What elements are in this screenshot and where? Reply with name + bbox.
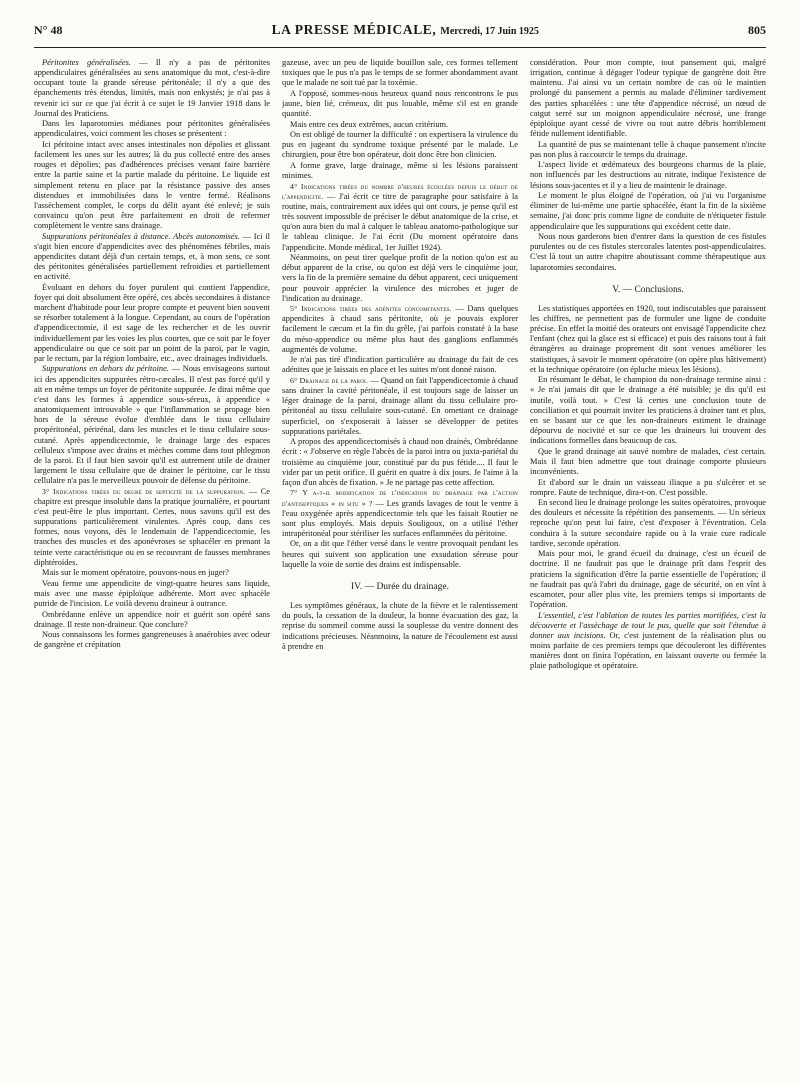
paragraph bbox=[530, 232, 766, 273]
paragraph bbox=[530, 58, 766, 139]
paragraph-text: — Ici il s'agit bien encore d'appendicites avec des phénomènes fébriles, mais appendicites datant déjà d'un certain temps, et, à mon sens, ce sont des péritonites généralisées partiellement refroidies et partiellement en activité. bbox=[34, 231, 270, 282]
paragraph bbox=[282, 253, 518, 304]
subsection-title: 6° Drainage de la paroi. bbox=[290, 375, 369, 385]
paragraph bbox=[34, 568, 270, 578]
paragraph-lead: Suppurations en dehors du péritoine. bbox=[42, 364, 169, 374]
paragraph bbox=[530, 611, 766, 672]
paragraph bbox=[282, 130, 518, 160]
paragraph-text: Et d'abord sur le drain un vaisseau iliaque a pu s'ulcérer et se rompre. Faute de technique, dira-t-on. C'est possible. bbox=[530, 477, 766, 497]
paragraph-text: — Quand on fait l'appendicectomie à chaud sans drainer la cavité péritonéale, il est toujours sage de laisser un léger drainage de la paroi, drainage allant du tissu cellulaire pro-péritonéal au tissu cellulaire sous-cutané. En omettant ce drainage superficiel, on s'exposerait à laisser se développer de petites suppurations pariétales. bbox=[282, 375, 518, 436]
paragraph bbox=[282, 182, 518, 253]
subsection-title: 4° Indications tirées du nombre d'heures écoulées depuis le début de l'appendicite. bbox=[282, 181, 518, 201]
paragraph-text: A propos des appendicectomisés à chaud non drainés, Ombrédanne écrit : « J'observe en règle l'abcès de la paroi intra ou juxta-pariétal du troisième au cinquième jour, constitué par du pus fétide.... Il faut le vider par un petit orifice. Il guérit en quatre à dix jours. Je l'aime à la façon d'un abcès de fixation. » Je ne partage pas cette affection. bbox=[282, 437, 518, 487]
issue-date: Mercredi, 17 Juin 1925 bbox=[440, 26, 539, 37]
paragraph-lead: Suppurations péritonéales à distance. Abcès autonomisés. bbox=[42, 231, 240, 241]
paragraph bbox=[34, 232, 270, 283]
paragraph bbox=[282, 376, 518, 437]
paragraph bbox=[282, 120, 518, 130]
paragraph-text: Néanmoins, on peut tirer quelque profit de la notion qu'on est au début apparent de la crise, ou qu'on est déjà vers le cinquième jour, vers la fin de la première semaine du début apparent, ceci uniquement pour pouvoir apprécier la virulence des microbes et juger de l'indication au drainage. bbox=[282, 253, 518, 303]
subsection-title: 7° Y a-t-il modification de l'indication du drainage par l'action d'antiseptiques « in situ » ? bbox=[282, 488, 518, 508]
paragraph-text: Je n'ai pas tiré d'indication particulière au drainage du fait de ces adénites que je laissais en place et les suites m'ont donné raison. bbox=[282, 355, 518, 375]
paragraph bbox=[282, 58, 518, 88]
paragraph-text: Mais pour moi, le grand écueil du drainage, c'est un écueil de doctrine. Il ne faudrait pas que le drainage prît dans l'esprit des praticiens la signification d'être la partie essentielle de l'opération; il ne faudrait pas qu'à l'abri du drainage, gage de sécurité, on en vînt à escamoter, pour aller plus vite, les premiers temps si importants de l'opération. bbox=[530, 549, 766, 610]
journal-title: LA PRESSE MÉDICALE, bbox=[271, 22, 437, 37]
paragraph-text: Ici péritoine intact avec anses intestinales non dépolies et glissant facilement les unes sur les autres; là du pus collecté entre des anses rouges et dépolies; pas d'adhérences précises venant faire barrière entre la partie saine et la partie malade du péritoine. Le liquide est simplement retenu en place par la résistance passive des anses distendues et immobilisées dans le ventre fermé. Réalisons l'assèchement complet, le corps du délit ayant été enlevé; je suis convaincu qu'on peut être parfaitement en droit de refermer complètement le ventre sans drainage. bbox=[34, 139, 270, 231]
article-columns bbox=[34, 58, 766, 1070]
paragraph-text: On est obligé de tourner la difficulté : on expertisera la virulence du pus en jugeant du syndrome toxique présenté par le malade. Le chirurgien, pour être bon opérateur, doit donc être bon clinicien. bbox=[282, 130, 518, 160]
section-heading: V. — Conclusions. bbox=[612, 284, 684, 295]
subsection-title: 5° Indications tirées des adénites concomitantes. bbox=[290, 304, 452, 314]
paragraph-lead: Péritonites généralisées. bbox=[42, 58, 131, 67]
paragraph bbox=[282, 304, 518, 355]
paragraph-text: — Ce chapitre est presque insoluble dans la pratique journalière, et pourtant c'est peut-être le plus important. Certes, nous savons qu'il est des suppurations particulièrement virulentes. Après coup, dans ces formes, nous voyons, dès le lendemain de l'appendicectomie, les tranches des muscles et des aponévroses se sphacéler en prenant la teinte verte caractéristique ou en se recouvrant de fausses membranes diphtéroïdes. bbox=[34, 486, 270, 567]
column-1 bbox=[34, 58, 270, 1070]
page-header bbox=[34, 22, 766, 48]
section-heading: IV. — Durée du drainage. bbox=[351, 581, 449, 592]
paragraph-text: — Les grands lavages de tout le ventre à l'eau oxygénée après appendicectomie tels que les faisait Routier ne sont plus employés. Mais depuis Souligoux, on a utilisé l'éther intrapéritonéal pour stériliser les surfaces enflammées du péritoine. bbox=[282, 498, 518, 538]
paragraph-text: Veau ferme une appendicite de vingt-quatre heures sans liquide, mais avec une masse épiploïque adhérente. Mort avec sphacèle putride de l'incision. Le voilà devenu draineur à outrance. bbox=[34, 578, 270, 609]
paragraph bbox=[34, 630, 270, 650]
paragraph-text: Le moment le plus éloigné de l'opération, où j'ai vu l'organisme éliminer de lui-même une partie sphacélée, étant la fin de la sixième semaine, j'ai donc pris comme ligne de conduite de n'étiqueter fistule appendiculaire que les suppurations qui excédent cette date. bbox=[530, 191, 766, 231]
paragraph bbox=[530, 140, 766, 160]
paragraph bbox=[530, 375, 766, 446]
paragraph bbox=[282, 601, 518, 652]
paragraph bbox=[34, 140, 270, 231]
paragraph-text: Nous nous garderons bien d'entrer dans la question de ces fistules purulentes ou de ces fistules stercorales latentes post-appendiculaires. C'est là tout un autre chapitre aboutissant comme thérapeutique aux laparotomies secondaires. bbox=[530, 232, 766, 272]
paragraph-text: Mais entre ces deux extrêmes, aucun critérium. bbox=[290, 119, 449, 129]
paragraph-text: En second lieu le drainage prolonge les suites opératoires, provoque des douleurs et nécessite la répétition des pansements. — Un sérieux reproche qu'on peut lui faire, c'est d'exposer à l'éventration. Cela conduira à la suture secondaire rapide ou à la vraie cure radicale tardive, seconde opération. bbox=[530, 498, 766, 548]
paragraph bbox=[282, 355, 518, 375]
subsection-title: 3° Indications tirées du degré de septicité de la suppuration. bbox=[42, 486, 246, 496]
paragraph bbox=[34, 610, 270, 630]
issue-number: N° 48 bbox=[34, 23, 63, 37]
paragraph bbox=[282, 488, 518, 539]
paragraph-text: gazeuse, avec un peu de liquide bouillon sale, ces formes tellement toxiques que le pus n'a pas le temps de se former abondamment avant que le malade ne soit tué par la toxémie. bbox=[282, 58, 518, 88]
paragraph bbox=[34, 58, 270, 119]
paragraph bbox=[530, 498, 766, 549]
paragraph-text: Nous connaissons les formes gangreneuses à anaérobies avec odeur de gangrène et crépitation bbox=[34, 630, 270, 650]
paragraph-text: Les statistiques apportées en 1920, tout indiscutables que paraissent les chiffres, ne permettent pas de formuler une ligne de conduite précise. En effet la moitié des orateurs ont envisagé l'appendicite chez l'enfant (chez qui la glace est si efficace) et puis des raisons tout à fait étrangères au drainage proprement dit sont venues améliorer les statistiques, à savoir le moment opératoire (on opère plus hâtivement) et la technique opératoire (on épluche mieux les lésions). bbox=[530, 303, 766, 374]
paragraph-text: A l'opposé, sommes-nous heureux quand nous rencontrons le pus jaune, bien lié, crémeux, dit pus louable, même s'il est en grande quantité. bbox=[282, 88, 518, 119]
paragraph bbox=[282, 89, 518, 119]
paragraph bbox=[34, 119, 270, 139]
journal-title-line bbox=[272, 22, 539, 38]
paragraph bbox=[34, 364, 270, 486]
paragraph bbox=[530, 478, 766, 498]
paragraph bbox=[34, 579, 270, 609]
paragraph bbox=[530, 447, 766, 477]
paragraph bbox=[282, 161, 518, 181]
paragraph bbox=[282, 539, 518, 569]
paragraph-text: L'aspect livide et œdémateux des bourgeons charnus de la plaie, non influencés par les destructions au nitrate, indique l'existence de lésions sous-jacentes et il y a lieu de maintenir le drainage. bbox=[530, 160, 766, 190]
emphasis-text: L'essentiel, c'est l'ablation de toutes les parties mortifiées, c'est la découverte et l'assèchage de tout le pus, quelle que soit l'étendue à donner aux incisions. bbox=[530, 610, 766, 640]
paragraph bbox=[530, 549, 766, 610]
paragraph bbox=[530, 160, 766, 190]
paragraph-text: Que le grand drainage ait sauvé nombre de malades, c'est certain. Mais il faut bien admettre que tout drainage comporte plusieurs inconvénients. bbox=[530, 446, 766, 476]
paragraph-text: A forme grave, large drainage, même si les lésions paraissent minimes. bbox=[282, 160, 518, 181]
paragraph-text: considération. Pour mon compte, tout pansement qui, malgré irrigation, continue à dégager l'odeur typique de gangrène doit être maintenu. J'ai ainsi vu un certain nombre de cas où le maintien prolongé du pansement a permis au malade d'éliminer tardivement des parties sphacélées : une tête d'appendice nécrosé, un nœud de catgut serré sur un moignon appendiculaire nécrosé, une frange épiploïque ayant cessé de vivre ou tout autre débris horriblement fétide nullement identifiable. bbox=[530, 58, 766, 139]
paragraph-text: — Nous envisageons surtout ici des appendicites suppurées rétro-cæcales. Il n'est pas forcé qu'il y ait en même temps un foyer de péritonite suppurée. Je dirai même que c'est dans les formes à appendice sous-séreux, à appendice « anatomiquement introuvable » que l'inflammation se propage bien hors de la séreuse évolue d'emblée dans le tissu cellulaire propéritonéal, périrénal, dans les muscles et le tissu cellulaire sous-cutané. Après appendicectomie, le drainage large des espaces celluleux s'impose avec drains et mèches comme dans tout phlegmon de la paroi. Et il faut bien savoir qu'il est autrement utile de drainer largement le tissu cellulaire que de drainer le péritoine, car le tissu cellulaire n'a pas le merveilleux pouvoir de défense du péritoine. bbox=[34, 364, 270, 486]
paragraph-text: Dans les laparotomies médianes pour péritonites généralisées appendiculaires, voici comment les choses se présentent : bbox=[34, 119, 270, 139]
paragraph-text: Les symptômes généraux, la chute de la fièvre et le ralentissement du pouls, la cessation de la douleur, la bonne évacuation des gaz, la reprise du sommeil comme aussi la souplesse du ventre donnent des indications précieuses. Néanmoins, la nature de l'écoulement est aussi à prendre en bbox=[282, 601, 518, 651]
paragraph-text: La quantité de pus se maintenant telle à chaque pansement n'incite pas non plus à raccourcir le temps du drainage. bbox=[530, 139, 766, 159]
paragraph-text: — Dans quelques appendicites à chaud sans péritonite, où je pouvais explorer facilement le cæcum et la fin du grêle, j'ai parfois constaté à la base du méso-appendice ou même plus haut des ganglions enflammés augmentés de volume. bbox=[282, 304, 518, 354]
paragraph-text: Évoluant en dehors du foyer purulent qui contient l'appendice, foyer qui doit absolument être opéré, ces abcès secondaires à distance marchent d'habitude pour leur propre compte et peuvent bien souvent se résorber totalement à la longue. Cependant, au cours de l'opération d'appendicectomie, il est sage de les rechercher et de les ouvrir individuellement par les voies les plus courtes, que ce soit par le foyer appendiculaire ou que ce soit par un point de la paroi, par le vagin, par le rectum, par la région lombaire, etc., avec drainages individuels. bbox=[34, 282, 270, 363]
paragraph bbox=[34, 283, 270, 364]
paragraph-text: Ombrédanne enlève un appendice noir et guérit son opéré sans drainage. Il reste non-draineur. Que conclure? bbox=[34, 609, 270, 629]
paragraph-text: Or, on a dit que l'éther versé dans le ventre provoquait pendant les heures qui suivent son application une exsudation séreuse pour laquelle la voie de sortie des drains est indispensable. bbox=[282, 539, 518, 569]
paragraph-text: Mais sur le moment opératoire, pouvons-nous en juger? bbox=[42, 568, 229, 578]
paragraph bbox=[530, 304, 766, 375]
paragraph-text: — Il n'y a pas de péritonites appendiculaires généralisées au sens anatomique du mot, c'est-à-dire occupant toute la grande séreuse péritonéale; il n'y a que des épanchements très étendus, limités, mais non enkystés; je n'ai pas à revenir ici sur ce que j'ai écrit à ce sujet le 19 Janvier 1918 dans le Journal des Praticiens. bbox=[34, 58, 270, 118]
paragraph bbox=[282, 437, 518, 488]
paragraph bbox=[530, 191, 766, 232]
column-2 bbox=[282, 58, 518, 1070]
paragraph-text: En résumant le débat, le champion du non-drainage termine ainsi : « Je n'ai jamais dit que le drainage a été nuisible; je dis qu'il est inutile, voilà tout. » C'est là certes une conclusion toute de conciliation et qui pourrait inviter les praticiens à drainer tant et plus, en se basant sur ce que les non-draineurs estiment le drainage dépourvu de nocivité et sur ce que les draineurs lui trouvent des indications formelles dans beaucoup de cas. bbox=[530, 375, 766, 446]
paragraph-text: Or, c'est justement de la réalisation plus ou moins parfaite de ces premiers temps que découleront les différentes manières dont on finira l'opération, en laissant ouverte ou fermée la plaie pathologique et opératoire. bbox=[530, 630, 766, 671]
column-3 bbox=[530, 58, 766, 1070]
page-number: 805 bbox=[748, 23, 766, 37]
paragraph-text: — J'ai écrit ce titre de paragraphe pour satisfaire à la routine, mais, contrairement aux idées qui ont cours, je pense qu'il est très souvent impossible de préciser le début anatomique de la crise, et qu'on aura bien du mal à calquer le tableau anatomo-pathologique sur le tableau clinique. Je l'ai écrit (Du moment opératoire dans l'appendicite. Monde médical, 1er Juillet 1924). bbox=[282, 191, 518, 252]
paragraph bbox=[34, 487, 270, 568]
